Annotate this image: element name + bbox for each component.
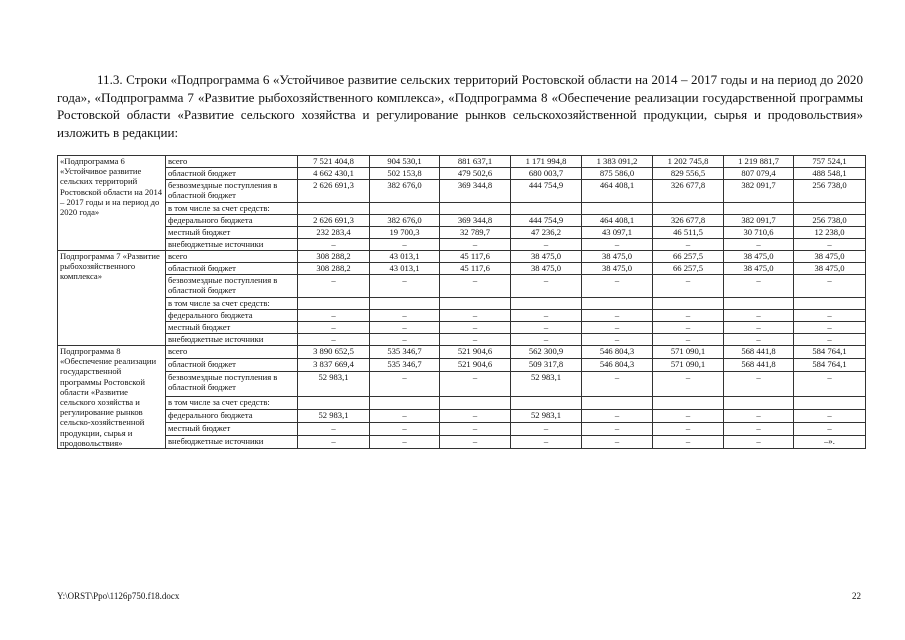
amount-cell: 568 441,8 <box>724 359 794 372</box>
budget-table <box>57 155 866 449</box>
amount-cell <box>794 396 866 409</box>
amount-cell: – <box>724 372 794 397</box>
amount-cell: 52 983,1 <box>298 409 370 422</box>
amount-cell: 38 475,0 <box>582 263 653 275</box>
amount-cell <box>370 396 440 409</box>
amount-cell: 232 283,4 <box>298 227 370 239</box>
amount-cell <box>794 298 866 310</box>
amount-cell: 38 475,0 <box>511 251 582 263</box>
amount-cell <box>298 396 370 409</box>
amount-cell <box>582 203 653 215</box>
subprogram-title: «Подпрограмма 6 «Устойчивое развитие сельских территорий Ростовской области на 2014 – 2017 годы и на период до 2020 года» <box>58 156 166 251</box>
amount-cell: – <box>440 275 511 298</box>
amount-cell: 904 530,1 <box>370 156 440 168</box>
amount-cell: 326 677,8 <box>653 215 724 227</box>
amount-cell: 2 626 691,3 <box>298 215 370 227</box>
amount-cell: 1 202 745,8 <box>653 156 724 168</box>
amount-cell: 45 117,6 <box>440 263 511 275</box>
amount-cell: 502 153,8 <box>370 168 440 180</box>
amount-cell: – <box>370 409 440 422</box>
amount-cell: – <box>440 435 511 448</box>
amount-cell: 479 502,6 <box>440 168 511 180</box>
amount-cell: 369 344,8 <box>440 215 511 227</box>
amount-cell <box>370 298 440 310</box>
funding-source-label: внебюджетные источники <box>166 239 298 251</box>
funding-source-label: всего <box>166 251 298 263</box>
amount-cell: – <box>582 275 653 298</box>
amount-cell: 38 475,0 <box>511 263 582 275</box>
amount-cell: 546 804,3 <box>582 346 653 359</box>
amount-cell: 521 904,6 <box>440 359 511 372</box>
amount-cell: – <box>298 239 370 251</box>
amount-cell: – <box>582 334 653 346</box>
amount-cell: 52 983,1 <box>298 372 370 397</box>
amount-cell: 256 738,0 <box>794 180 866 203</box>
amount-cell: 38 475,0 <box>724 251 794 263</box>
amount-cell <box>724 203 794 215</box>
table-row <box>58 359 866 372</box>
table-row <box>58 275 866 298</box>
amount-cell: – <box>370 275 440 298</box>
amount-cell: 308 288,2 <box>298 263 370 275</box>
amount-cell: – <box>724 409 794 422</box>
amount-cell: 1 171 994,8 <box>511 156 582 168</box>
funding-source-label: безвозмездные поступления в областной бюджет <box>166 372 298 397</box>
amount-cell: 38 475,0 <box>794 263 866 275</box>
amount-cell: – <box>511 239 582 251</box>
amount-cell: – <box>582 372 653 397</box>
table-row <box>58 298 866 310</box>
table-row <box>58 310 866 322</box>
amount-cell: – <box>298 435 370 448</box>
funding-source-label: областной бюджет <box>166 263 298 275</box>
amount-cell: 3 890 652,5 <box>298 346 370 359</box>
amount-cell: 535 346,7 <box>370 346 440 359</box>
amount-cell: 382 676,0 <box>370 180 440 203</box>
amount-cell: 807 079,4 <box>724 168 794 180</box>
table-row <box>58 322 866 334</box>
amount-cell <box>653 298 724 310</box>
funding-source-label: областной бюджет <box>166 359 298 372</box>
funding-source-label: всего <box>166 156 298 168</box>
amount-cell: 584 764,1 <box>794 346 866 359</box>
amount-cell <box>724 298 794 310</box>
amount-cell: 521 904,6 <box>440 346 511 359</box>
amount-cell: – <box>653 372 724 397</box>
funding-source-label: местный бюджет <box>166 227 298 239</box>
amount-cell: 875 586,0 <box>582 168 653 180</box>
amount-cell <box>511 298 582 310</box>
amount-cell: 45 117,6 <box>440 251 511 263</box>
table-row <box>58 334 866 346</box>
amount-cell: – <box>653 422 724 435</box>
amount-cell <box>440 396 511 409</box>
amount-cell: 43 097,1 <box>582 227 653 239</box>
amount-cell: – <box>440 310 511 322</box>
table-row <box>58 227 866 239</box>
table-row <box>58 180 866 203</box>
amount-cell: 562 300,9 <box>511 346 582 359</box>
funding-source-label: внебюджетные источники <box>166 334 298 346</box>
amount-cell <box>370 203 440 215</box>
funding-source-label: в том числе за счет средств: <box>166 298 298 310</box>
amount-cell <box>582 298 653 310</box>
amount-cell: 488 548,1 <box>794 168 866 180</box>
amount-cell: – <box>794 239 866 251</box>
funding-source-label: внебюджетные источники <box>166 435 298 448</box>
amount-cell: – <box>653 310 724 322</box>
funding-source-label: всего <box>166 346 298 359</box>
funding-source-label: местный бюджет <box>166 422 298 435</box>
amount-cell: 30 710,6 <box>724 227 794 239</box>
amount-cell: – <box>794 409 866 422</box>
amount-cell: 7 521 404,8 <box>298 156 370 168</box>
amount-cell: 66 257,5 <box>653 263 724 275</box>
amount-cell: 52 983,1 <box>511 372 582 397</box>
amount-cell: – <box>370 372 440 397</box>
table-row <box>58 422 866 435</box>
amount-cell: 571 090,1 <box>653 359 724 372</box>
amount-cell: 382 091,7 <box>724 215 794 227</box>
funding-source-label: безвозмездные поступления в областной бюджет <box>166 180 298 203</box>
amount-cell: 4 662 430,1 <box>298 168 370 180</box>
amount-cell: 535 346,7 <box>370 359 440 372</box>
table-row <box>58 435 866 448</box>
amount-cell: – <box>298 422 370 435</box>
amount-cell: 43 013,1 <box>370 251 440 263</box>
amount-cell: – <box>440 409 511 422</box>
amount-cell: – <box>298 310 370 322</box>
funding-source-label: областной бюджет <box>166 168 298 180</box>
amount-cell: – <box>511 334 582 346</box>
funding-source-label: федерального бюджета <box>166 409 298 422</box>
table-row <box>58 203 866 215</box>
footer-page-number: 22 <box>852 591 861 601</box>
amount-cell: – <box>511 322 582 334</box>
amount-cell: 66 257,5 <box>653 251 724 263</box>
amount-cell: – <box>370 422 440 435</box>
amount-cell: – <box>724 310 794 322</box>
amount-cell: – <box>582 409 653 422</box>
amount-cell: – <box>653 322 724 334</box>
amount-cell: 3 837 669,4 <box>298 359 370 372</box>
table-row <box>58 251 866 263</box>
amount-cell: – <box>794 334 866 346</box>
amount-cell: – <box>298 322 370 334</box>
table-row <box>58 409 866 422</box>
table-row <box>58 396 866 409</box>
funding-source-label: в том числе за счет средств: <box>166 203 298 215</box>
amount-cell: 680 003,7 <box>511 168 582 180</box>
amount-cell: 1 219 881,7 <box>724 156 794 168</box>
amount-cell <box>794 203 866 215</box>
amount-cell <box>440 203 511 215</box>
table-row <box>58 215 866 227</box>
amount-cell: 369 344,8 <box>440 180 511 203</box>
amount-cell: – <box>653 334 724 346</box>
amount-cell: 38 475,0 <box>794 251 866 263</box>
funding-source-label: в том числе за счет средств: <box>166 396 298 409</box>
amount-cell: 757 524,1 <box>794 156 866 168</box>
amount-cell: – <box>653 275 724 298</box>
amount-cell: – <box>582 310 653 322</box>
amount-cell: – <box>653 435 724 448</box>
amount-cell <box>582 396 653 409</box>
amount-cell <box>653 203 724 215</box>
amount-cell: – <box>370 435 440 448</box>
table-row <box>58 372 866 397</box>
amount-cell: – <box>298 275 370 298</box>
amount-cell: – <box>724 435 794 448</box>
amount-cell: – <box>511 275 582 298</box>
amount-cell: 571 090,1 <box>653 346 724 359</box>
funding-source-label: безвозмездные поступления в областной бюджет <box>166 275 298 298</box>
amount-cell: 19 700,3 <box>370 227 440 239</box>
amount-cell: 829 556,5 <box>653 168 724 180</box>
table-row <box>58 156 866 168</box>
amount-cell <box>724 396 794 409</box>
funding-source-label: федерального бюджета <box>166 310 298 322</box>
amount-cell: – <box>582 322 653 334</box>
amount-cell: 444 754,9 <box>511 180 582 203</box>
amount-cell: 568 441,8 <box>724 346 794 359</box>
amount-cell: – <box>724 334 794 346</box>
amount-cell: – <box>794 322 866 334</box>
subprogram-title: Подпрограмма 8 «Обеспечение реализации государственной программы Ростовской области «Развитие сельского хозяйства и регулирование рынков сельско-хозяйственной продукции, сырья и продовольствия» <box>58 346 166 449</box>
amount-cell: 32 789,7 <box>440 227 511 239</box>
amount-cell <box>440 298 511 310</box>
amount-cell: 52 983,1 <box>511 409 582 422</box>
amount-cell: 256 738,0 <box>794 215 866 227</box>
funding-source-label: федерального бюджета <box>166 215 298 227</box>
amount-cell: – <box>794 422 866 435</box>
amount-cell <box>511 203 582 215</box>
table-row <box>58 239 866 251</box>
funding-source-label: местный бюджет <box>166 322 298 334</box>
amount-cell: 38 475,0 <box>724 263 794 275</box>
amount-cell: – <box>724 239 794 251</box>
table-row <box>58 168 866 180</box>
amount-cell: – <box>724 422 794 435</box>
amount-cell: 46 511,5 <box>653 227 724 239</box>
amount-cell: 464 408,1 <box>582 215 653 227</box>
amount-cell: – <box>370 239 440 251</box>
subprogram-title: Подпрограмма 7 «Развитие рыбохозяйственного комплекса» <box>58 251 166 346</box>
footer-file-path: Y:\ORST\Ppo\1126p750.f18.docx <box>57 591 180 601</box>
amount-cell: – <box>440 422 511 435</box>
amount-cell <box>653 396 724 409</box>
amount-cell: – <box>370 322 440 334</box>
amount-cell: – <box>511 435 582 448</box>
table-row <box>58 263 866 275</box>
amount-cell: 47 236,2 <box>511 227 582 239</box>
amount-cell: 546 804,3 <box>582 359 653 372</box>
amount-cell: 382 676,0 <box>370 215 440 227</box>
amount-cell: – <box>794 372 866 397</box>
amount-cell: – <box>440 239 511 251</box>
amount-cell: – <box>653 409 724 422</box>
amount-cell: 308 288,2 <box>298 251 370 263</box>
amount-cell: – <box>370 334 440 346</box>
amount-cell: – <box>582 239 653 251</box>
amount-cell: 444 754,9 <box>511 215 582 227</box>
amount-cell: – <box>724 322 794 334</box>
amount-cell: – <box>440 322 511 334</box>
amount-cell <box>298 298 370 310</box>
amount-cell <box>298 203 370 215</box>
amount-cell: 12 238,0 <box>794 227 866 239</box>
amount-cell: – <box>794 310 866 322</box>
amount-cell: 38 475,0 <box>582 251 653 263</box>
amount-cell: – <box>298 334 370 346</box>
amount-cell: 881 637,1 <box>440 156 511 168</box>
amount-cell: – <box>794 275 866 298</box>
amount-cell: – <box>370 310 440 322</box>
amount-cell: 2 626 691,3 <box>298 180 370 203</box>
table-row <box>58 346 866 359</box>
amount-cell: –». <box>794 435 866 448</box>
amount-cell: 326 677,8 <box>653 180 724 203</box>
intro-text: 11.3. Строки «Подпрограмма 6 «Устойчивое развитие сельских территорий Ростовской области на 2014 – 2017 годы и на период до 2020 года», «Подпрограмма 7 «Развитие рыбохозяйственного комплекса», «Подпрограмма 8 «Обеспечение реализации государственной программы Ростовской области «Развитие сельского хозяйства и регулирование рынков сельскохозяйственной продукции, сырья и продовольствия» изложить в редакции: <box>57 72 863 140</box>
amount-cell: 584 764,1 <box>794 359 866 372</box>
amount-cell: 382 091,7 <box>724 180 794 203</box>
amount-cell: – <box>582 422 653 435</box>
amount-cell: – <box>440 372 511 397</box>
amount-cell: – <box>511 422 582 435</box>
amount-cell <box>511 396 582 409</box>
amount-cell: – <box>653 239 724 251</box>
amount-cell: – <box>724 275 794 298</box>
amount-cell: 1 383 091,2 <box>582 156 653 168</box>
amount-cell: – <box>511 310 582 322</box>
amount-cell: 43 013,1 <box>370 263 440 275</box>
intro-paragraph <box>57 71 863 141</box>
amount-cell: 509 317,8 <box>511 359 582 372</box>
amount-cell: 464 408,1 <box>582 180 653 203</box>
amount-cell: – <box>582 435 653 448</box>
amount-cell: – <box>440 334 511 346</box>
